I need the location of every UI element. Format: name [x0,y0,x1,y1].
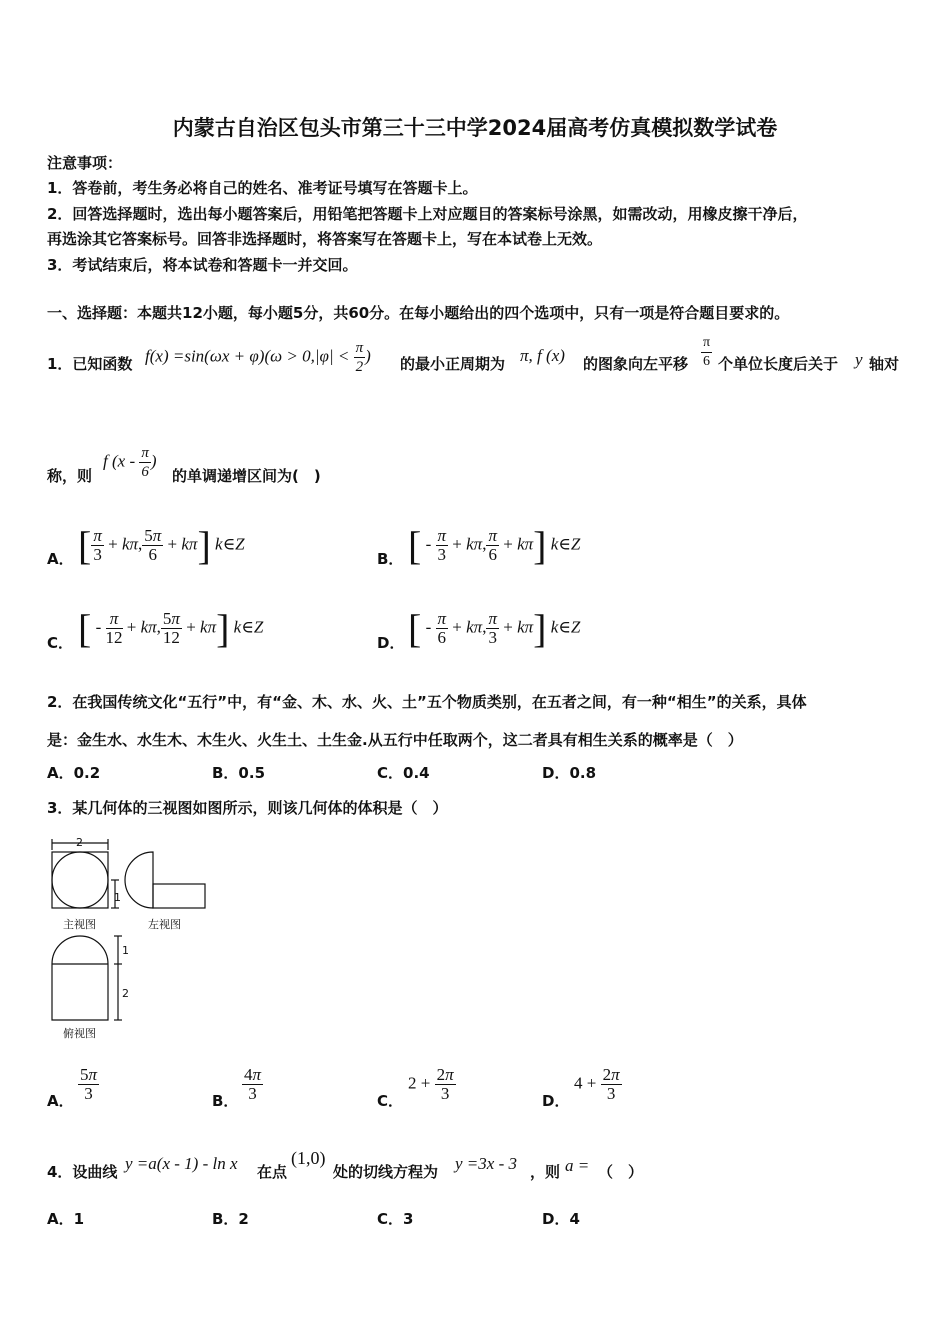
section-heading: 一、选择题：本题共12小题，每小题5分，共60分。在每小题给出的四个选项中，只有一项是符合题目要求的。 [47,304,790,322]
top-view-label: 俯视图 [63,1027,96,1040]
dim-top-1: 1 [122,944,129,957]
notice-heading: 注意事项： [47,154,123,172]
q4-option-d[interactable]: D．4 [542,1210,580,1228]
dim-width-2: 2 [76,836,83,849]
q4-option-b[interactable]: B．2 [212,1210,249,1228]
notice-item-2-cont: 再选涂其它答案标号。回答非选择题时，将答案写在答题卡上，写在本试卷上无效。 [47,230,603,248]
q4-prefix: 4．设曲线 [47,1163,118,1181]
front-view-label: 主视图 [63,918,96,931]
q3-option-a-label[interactable]: A． [47,1092,74,1110]
q2-option-a[interactable]: A．0.2 [47,764,101,782]
q4-end: （ ） [598,1163,644,1181]
q2-line2: 是：金生水、水生木、木生火、火生土、土生金.从五行中任取两个，这二者具有相生关系的概率是（ ） [47,731,743,749]
q4-tangent: y =3x - 3 [455,1154,517,1173]
q4-mid2: 处的切线方程为 [333,1163,439,1181]
q1-option-c-expr[interactable]: [ - $\frac{\pi}{12}$ + kπ, $\frac{5\pi}{12}$ + kπ] k∈Z [78,606,264,651]
q4-option-a[interactable]: A．1 [47,1210,85,1228]
three-view-diagram [40,832,220,1042]
left-view-rect [153,884,205,908]
q3-option-c-expr[interactable]: 2 + $\frac{2\pi}{3}$ [408,1065,454,1103]
q2-option-d[interactable]: D．0.8 [542,764,597,782]
q2-line1: 2．在我国传统文化“五行”中，有“金、木、水、火、土”五个物质类别，在五者之间，有一种“相生”的关系，具体 [47,693,807,711]
q1-option-b-expr[interactable]: [ - $\frac{\pi}{3}$ + kπ, $\frac{\pi}{6}$ + kπ] k∈Z [408,523,581,568]
q1-option-d-label[interactable]: D． [377,634,405,652]
q1-tail: 个单位长度后关于 [718,355,839,373]
q3-option-b-expr[interactable]: $\frac{4\pi}{3}$ [244,1065,262,1103]
q1-tail2: 轴对 [869,355,900,373]
q4-curve: y =a(x - 1) - ln x [125,1154,238,1173]
q3-option-d-expr[interactable]: 4 + $\frac{2\pi}{3}$ [574,1065,620,1103]
q2-option-b[interactable]: B．0.5 [212,764,266,782]
q1-line2-suffix: 的单调递增区间为( ) [172,467,321,485]
q3-stem: 3．某几何体的三视图如图所示，则该几何体的体积是（ ） [47,799,448,817]
q4-mid: 在点 [257,1163,288,1181]
q1-shift: $\frac{\pi}{6}$ [703,335,711,369]
q3-option-b-label[interactable]: B． [212,1092,239,1110]
front-view-circle [52,852,108,908]
q1-mid1: 的最小正周期为 [400,355,506,373]
q1-mid2: 的图象向左平移 [583,355,689,373]
q3-option-d-label[interactable]: D． [542,1092,570,1110]
q2-option-c[interactable]: C．0.4 [377,764,430,782]
left-view-semicircle [125,852,153,908]
page-title: 内蒙古自治区包头市第三十三中学2024届高考仿真模拟数学试卷 [172,116,778,140]
notice-item-3: 3．考试结束后，将本试卷和答题卡一并交回。 [47,256,358,274]
notice-item-2: 2．回答选择题时，选出每小题答案后，用铅笔把答题卡上对应题目的答案标号涂黑，如需改动，用橡皮擦干净后， [47,205,808,223]
top-view-shape [52,936,108,1020]
dim-top-2: 2 [122,987,129,1000]
q4-option-c[interactable]: C．3 [377,1210,414,1228]
q3-option-a-expr[interactable]: $\frac{5\pi}{3}$ [80,1065,98,1103]
q1-line2-prefix: 称，则 [47,467,93,485]
q1-axis: y [855,350,863,369]
q4-tail: ，则 [530,1163,561,1181]
q1-prefix: 1．已知函数 [47,355,133,373]
q1-option-a-label[interactable]: A． [47,550,74,568]
q1-option-a-expr[interactable]: [ $\frac{\pi}{3}$ + kπ, $\frac{5\pi}{6}$ + kπ] k∈Z [78,523,245,568]
dim-height-1: 1 [114,891,121,904]
q1-option-b-label[interactable]: B． [377,550,404,568]
q1-option-d-expr[interactable]: [ - $\frac{\pi}{6}$ + kπ, $\frac{\pi}{3}$ + kπ] k∈Z [408,606,581,651]
q1-period: π, f (x) [520,346,565,365]
q1-formula: f(x) =sin(ωx + φ)(ω > 0,|φ| < $\frac{\pi}{2}$ ) [145,340,371,375]
q4-point: (1,0) [291,1148,326,1168]
left-view-label: 左视图 [148,918,181,931]
q1-option-c-label[interactable]: C． [47,634,74,652]
q3-option-c-label[interactable]: C． [377,1092,404,1110]
q1-fshift: f (x - $\frac{\pi}{6}$ ) [103,445,157,480]
notice-item-1: 1．答卷前，考生务必将自己的姓名、准考证号填写在答题卡上。 [47,179,478,197]
q4-a: a = [565,1156,590,1175]
